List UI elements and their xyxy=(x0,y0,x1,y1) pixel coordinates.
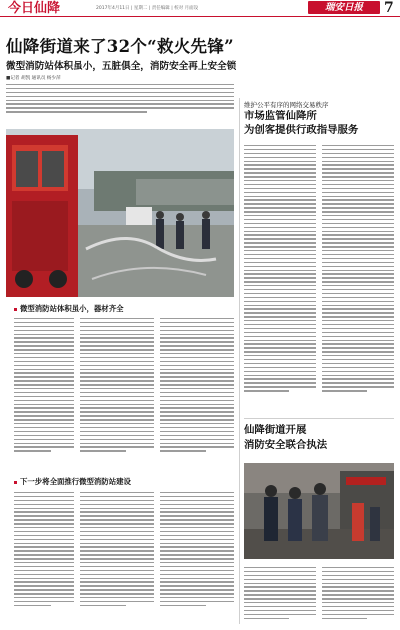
issue-line: 2017年4月11日 | 星期二 | 责任编辑 | 校对 月面设 xyxy=(96,6,199,11)
page-number: 7 xyxy=(384,0,394,16)
masthead xyxy=(0,0,400,17)
byline: ■记者 胡凯 通讯员 杨少萍 xyxy=(6,76,61,81)
body-column xyxy=(244,567,316,623)
section-marker-icon xyxy=(14,481,17,484)
section-marker-icon xyxy=(14,308,17,311)
section-heading: 下一步将全面推行微型消防站建设 xyxy=(14,476,131,487)
right-story-title: 为创客提供行政指导服务 xyxy=(244,124,359,136)
right-story-title: 消防安全联合执法 xyxy=(244,439,328,451)
page-subtitle: 微型消防站体积虽小，五脏俱全，消防安全再上安全锁 xyxy=(6,61,237,72)
body-column xyxy=(160,318,234,470)
page-title: 仙降街道来了32个“救火先锋” xyxy=(6,37,234,56)
lead-paragraph xyxy=(6,84,234,128)
story-divider xyxy=(244,418,394,419)
body-column xyxy=(160,492,234,622)
right-story-title: 仙降街道开展 xyxy=(244,424,307,436)
inspection-photo xyxy=(244,463,394,559)
body-column xyxy=(322,145,394,413)
section-heading: 微型消防站体积虽小，器材齐全 xyxy=(14,303,123,314)
column-divider xyxy=(239,98,240,624)
body-column xyxy=(14,318,74,470)
body-column xyxy=(14,492,74,622)
right-story-kicker: 维护公平有序的网络交易秩序 xyxy=(244,101,329,109)
body-column xyxy=(244,145,316,413)
body-column xyxy=(80,318,154,470)
body-column xyxy=(80,492,154,622)
right-story-title: 市场监管仙降所 xyxy=(244,110,317,122)
newspaper-logo: 瑞安日报 xyxy=(308,1,380,14)
body-column xyxy=(322,567,394,623)
section-name: 今日仙降 xyxy=(8,1,61,16)
fire-drill-photo xyxy=(6,129,234,297)
